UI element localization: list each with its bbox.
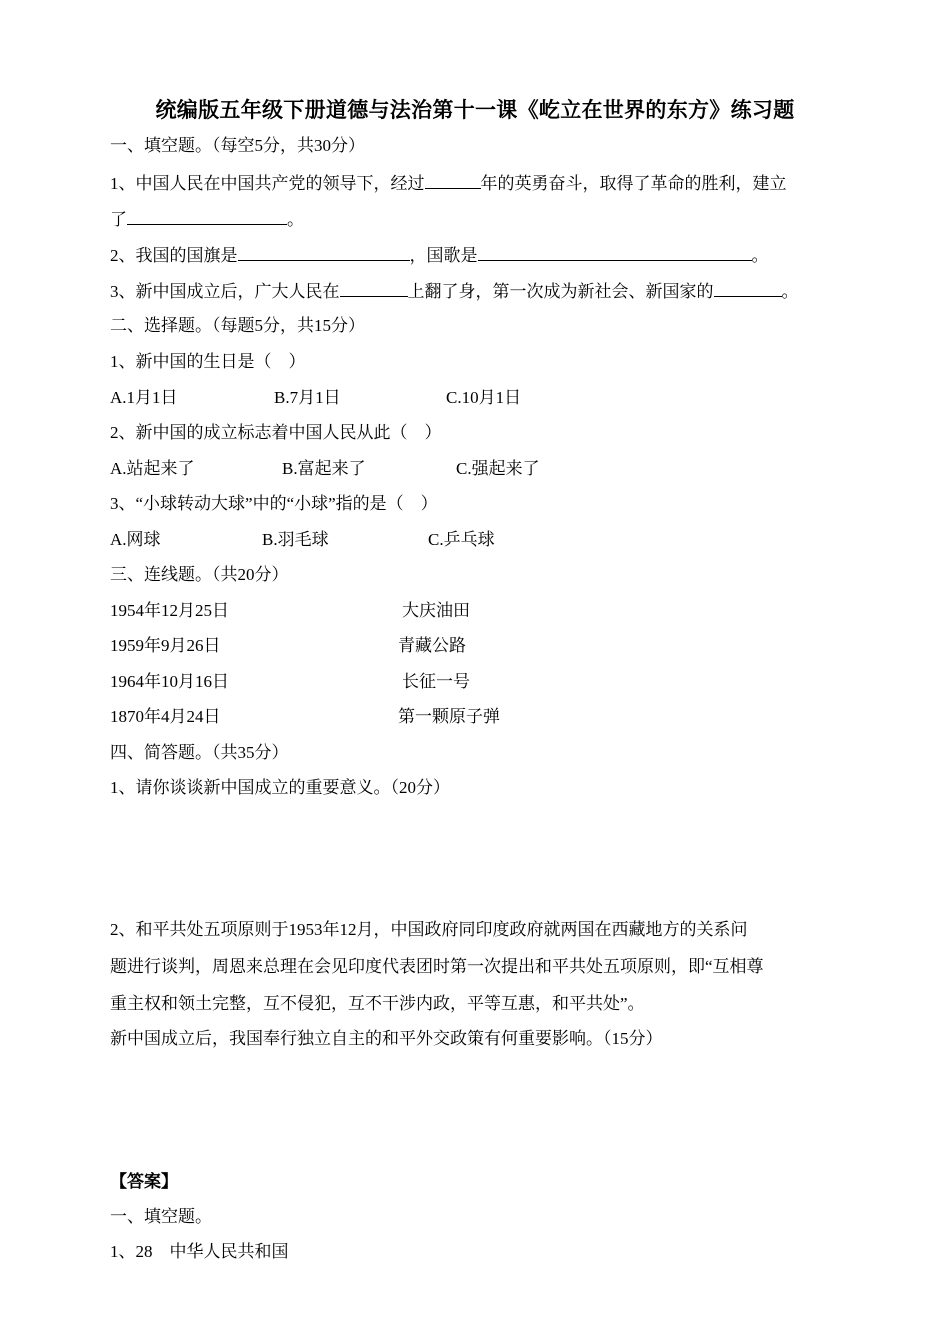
section4-heading: 四、简答题。（共35分） <box>110 743 289 762</box>
match-left-4[interactable]: 1870年4月24日 <box>110 707 221 726</box>
q1-text-a: 1、中国人民在中国共产党的领导下，经过 <box>110 174 425 193</box>
choice-q2-option-a[interactable]: A.站起来了 <box>110 459 195 478</box>
match-right-3[interactable]: 长征一号 <box>402 672 470 691</box>
choice-q1-option-c[interactable]: C.10月1日 <box>446 388 522 407</box>
choice-q1-option-b[interactable]: B.7月1日 <box>274 388 341 407</box>
answer-1: 1、28 中华人民共和国 <box>110 1242 289 1261</box>
short-answer-question-2-line-3: 重主权和领土完整，互不侵犯，互不干涉内政，平等互惠，和平共处”。 <box>110 994 645 1013</box>
match-right-1[interactable]: 大庆油田 <box>402 601 470 620</box>
short-answer-question-2-line-2: 题进行谈判，周恩来总理在会见印度代表团时第一次提出和平共处五项原则，即“互相尊 <box>110 957 764 976</box>
short-answer-question-2-line-1: 2、和平共处五项原则于1953年12月，中国政府同印度政府就两国在西藏地方的关系问 <box>110 920 748 939</box>
fill-question-3 <box>110 278 799 304</box>
choice-question-2: 2、新中国的成立标志着中国人民从此（ ） <box>110 423 442 442</box>
q2-text-a: 2、我国的国旗是 <box>110 246 238 265</box>
q2-text-b: ，国歌是 <box>409 246 478 265</box>
choice-q3-option-b[interactable]: B.羽毛球 <box>262 530 329 549</box>
q1-blank-years[interactable] <box>425 170 481 189</box>
match-right-2[interactable]: 青藏公路 <box>398 636 466 655</box>
q1-text-d: 。 <box>287 210 304 229</box>
short-answer-question-2-line-4: 新中国成立后，我国奉行独立自主的和平外交政策有何重要影响。（15分） <box>110 1029 663 1048</box>
q2-blank-flag[interactable] <box>238 242 410 261</box>
choice-question-3: 3、“小球转动大球”中的“小球”指的是（ ） <box>110 494 438 513</box>
section1-heading: 一、填空题。（每空5分，共30分） <box>110 136 365 155</box>
short-answer-question-1: 1、请你谈谈新中国成立的重要意义。（20分） <box>110 778 450 797</box>
answers-heading: 【答案】 <box>110 1172 178 1191</box>
choice-question-1: 1、新中国的生日是（ ） <box>110 352 306 371</box>
section2-heading: 二、选择题。（每题5分，共15分） <box>110 316 365 335</box>
fill-question-1-line-1 <box>110 170 787 196</box>
choice-q3-option-a[interactable]: A.网球 <box>110 530 161 549</box>
match-right-4[interactable]: 第一颗原子弹 <box>398 707 500 726</box>
answers-section1-heading: 一、填空题。 <box>110 1207 212 1226</box>
fill-question-1-line-2 <box>110 206 304 232</box>
match-left-2[interactable]: 1959年9月26日 <box>110 636 221 655</box>
q3-text-b: 上翻了身，第一次成为新社会、新国家的 <box>407 282 714 301</box>
q3-blank-2[interactable] <box>714 278 782 297</box>
fill-question-2 <box>110 242 769 268</box>
q1-text-c: 了 <box>110 210 127 229</box>
match-left-3[interactable]: 1964年10月16日 <box>110 672 229 691</box>
q3-text-c: 。 <box>781 282 799 301</box>
choice-q2-option-b[interactable]: B.富起来了 <box>282 459 366 478</box>
q2-text-c: 。 <box>751 246 769 265</box>
choice-q1-option-a[interactable]: A.1月1日 <box>110 388 178 407</box>
q1-blank-country[interactable] <box>127 206 287 225</box>
document-title: 统编版五年级下册道德与法治第十一课《屹立在世界的东方》练习题 <box>155 98 795 122</box>
match-left-1[interactable]: 1954年12月25日 <box>110 601 229 620</box>
section3-heading: 三、连线题。（共20分） <box>110 565 289 584</box>
choice-q2-option-c[interactable]: C.强起来了 <box>456 459 540 478</box>
q3-blank-1[interactable] <box>340 278 408 297</box>
q1-text-b: 年的英勇奋斗，取得了革命的胜利，建立 <box>480 174 787 193</box>
q2-blank-anthem[interactable] <box>478 242 752 261</box>
choice-q3-option-c[interactable]: C.乒乓球 <box>428 530 495 549</box>
q3-text-a: 3、新中国成立后，广大人民在 <box>110 282 340 301</box>
